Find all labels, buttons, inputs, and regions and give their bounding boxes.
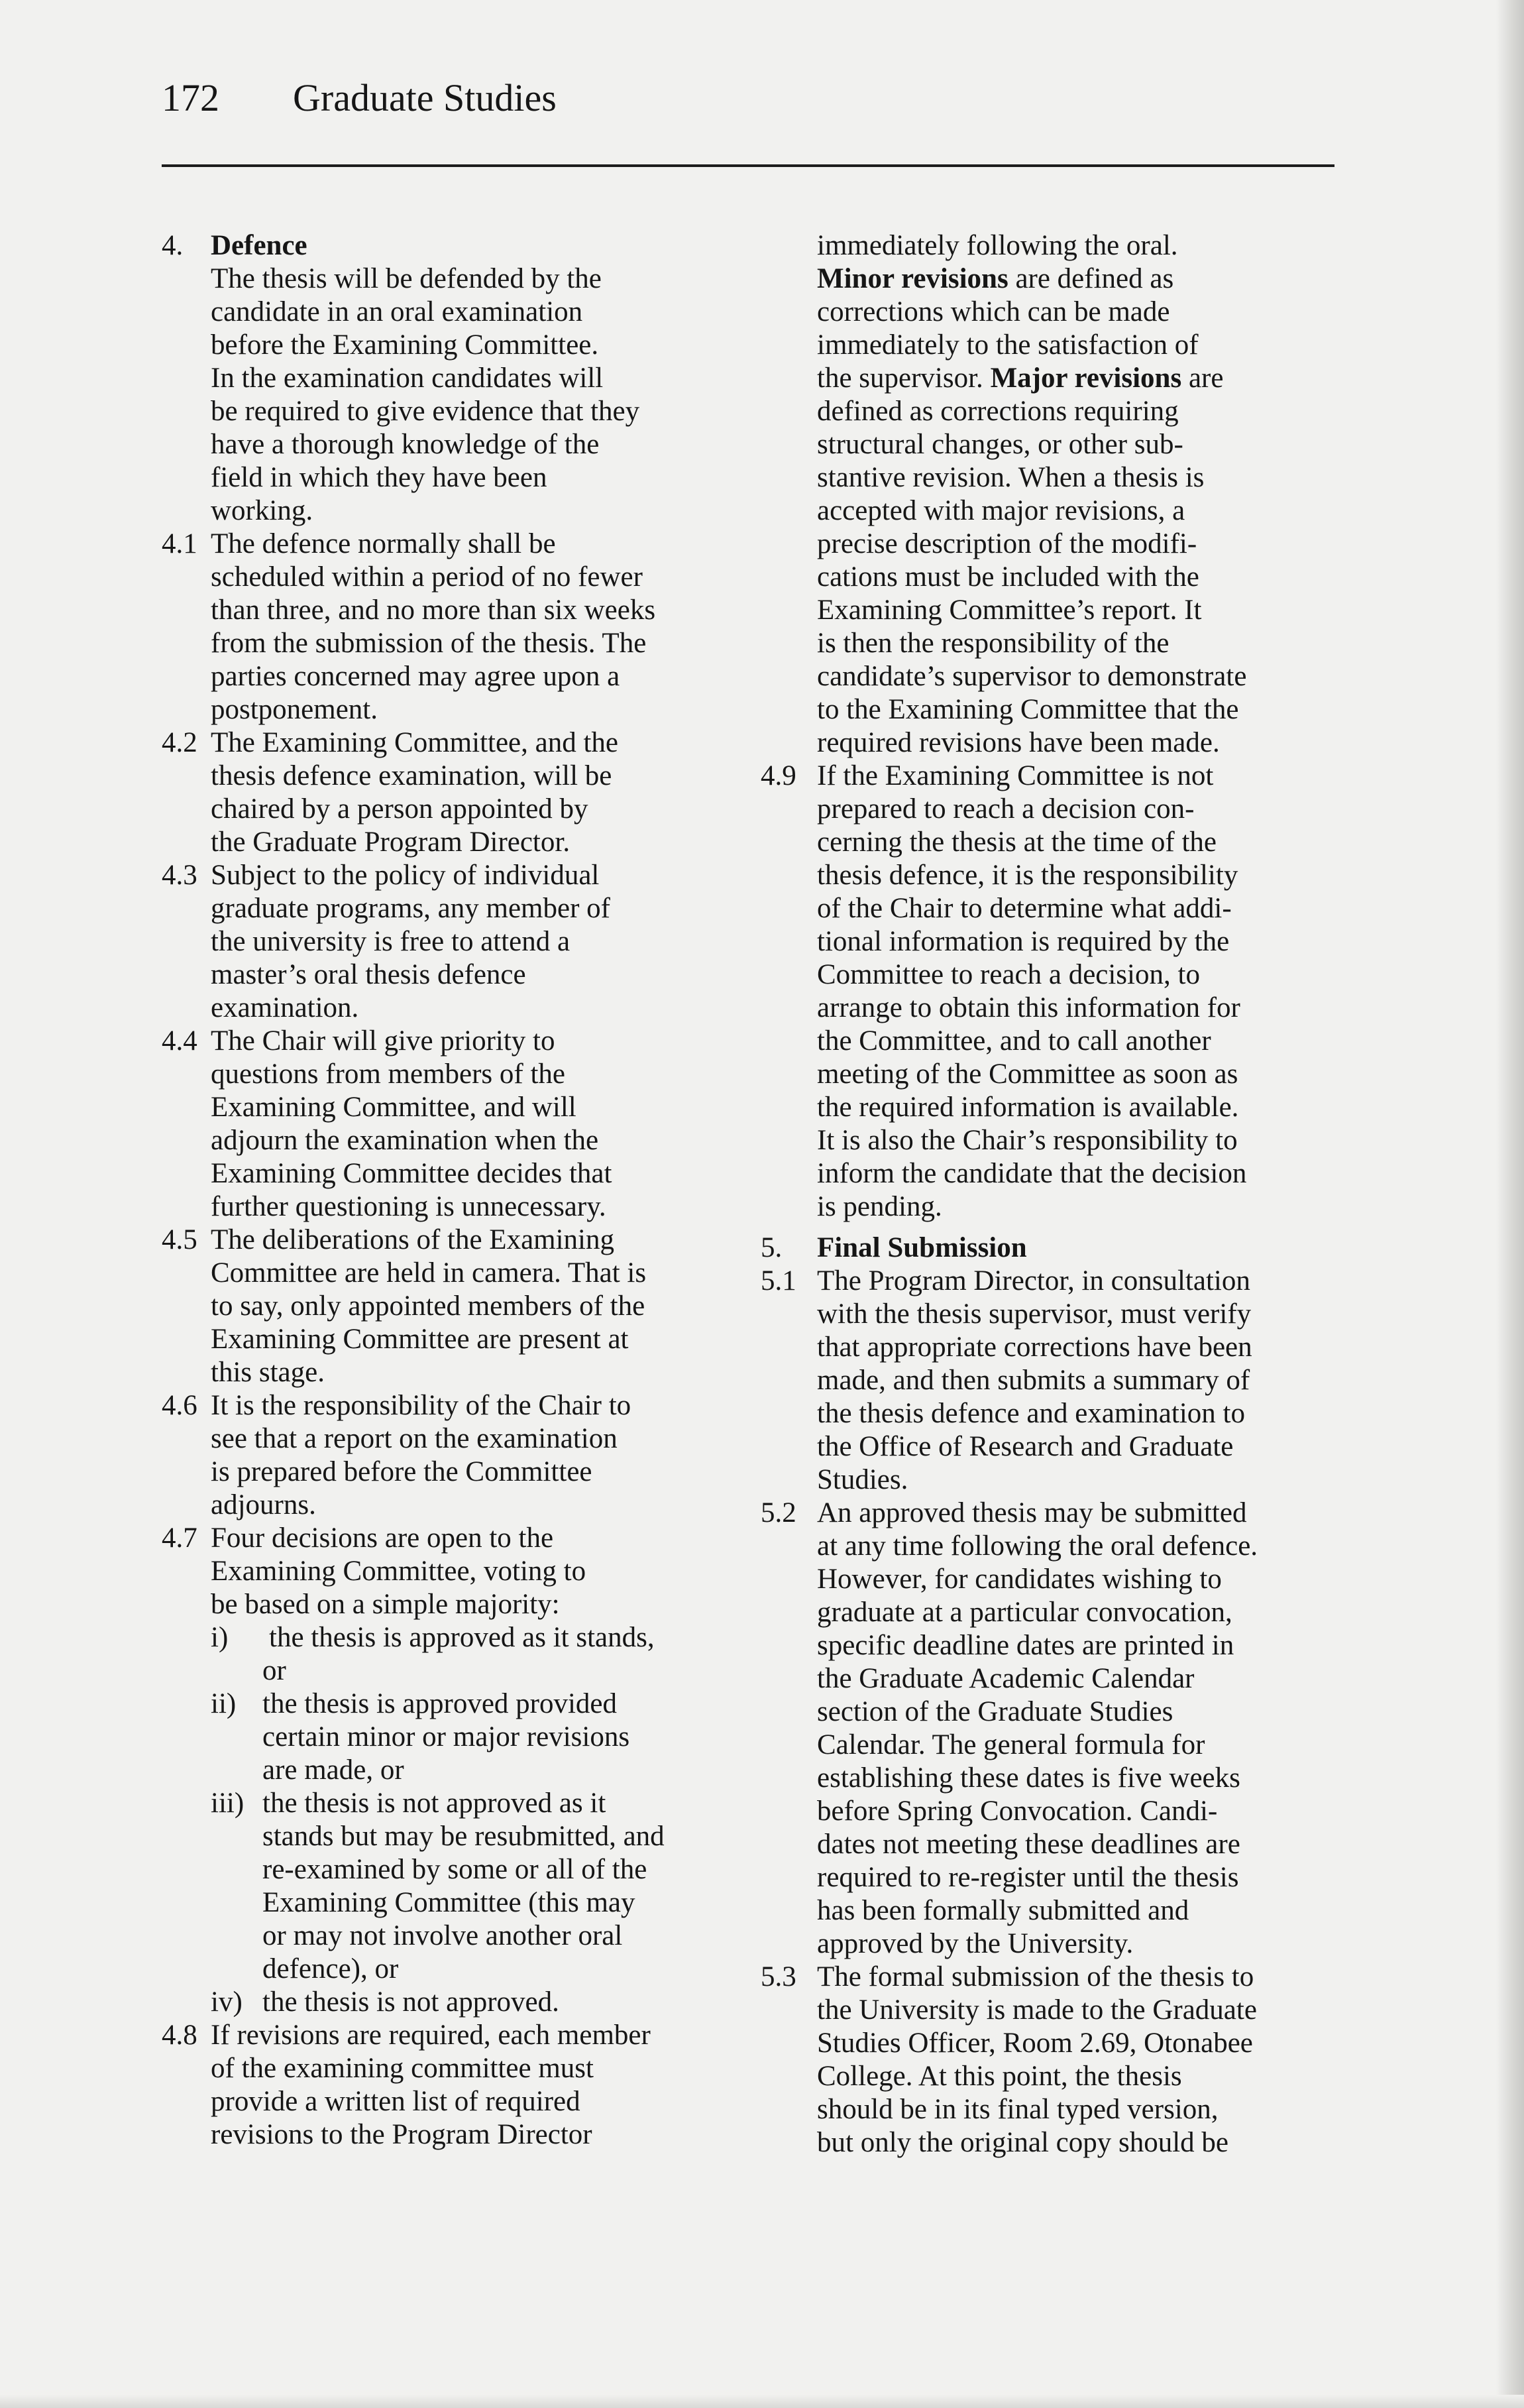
text-line: stantive revision. When a thesis is [817,462,1205,493]
text-line: structural changes, or other sub- [817,429,1183,460]
text-fragment: are [1181,363,1224,394]
text-line: The deliberations of the Examining [211,1224,614,1255]
term-minor-revisions: Minor revisions [817,263,1008,294]
text-line: chaired by a person appointed by [211,793,588,825]
section-number: 4.8 [162,2020,197,2051]
text-line [817,362,1337,395]
section-title: Graduate Studies [293,76,557,119]
section-4-6 [162,1389,732,1522]
text-line: Committee to reach a decision, to [817,959,1200,990]
text-line: Examining Committee are present at [211,1324,629,1355]
text-line: the University is made to the Graduate [817,1994,1257,2026]
section-number: 4.5 [162,1224,197,1255]
section-5-3 [761,1961,1337,2159]
text-line: meeting of the Committee as soon as [817,1059,1238,1090]
text-line: stands but may be resubmitted, and [262,1821,665,1852]
section-4-9 [761,760,1337,1224]
section-number: 4.7 [162,1522,197,1554]
text-line: Subject to the policy of individual [211,860,600,891]
text-line: College. At this point, the thesis [817,2061,1182,2092]
text-line: inform the candidate that the decision [817,1158,1247,1189]
page-bottom-shadow [0,2395,1524,2408]
decision-option-ii [211,1688,732,1787]
text-line: the university is free to attend a [211,926,571,957]
text-line: graduate at a particular convocation, [817,1597,1232,1628]
text-line: should be in its final typed version, [817,2094,1219,2125]
section-4-1 [162,528,732,726]
decision-option-iv [211,1986,732,2019]
section-number: 4.6 [162,1390,197,1421]
text-line: Studies. [817,1464,908,1495]
text-line: adjourns. [211,1489,316,1520]
text-line: cerning the thesis at the time of the [817,827,1217,858]
section-number: 4.3 [162,860,197,891]
text-line: immediately following the oral. [817,230,1178,261]
header-rule [162,164,1334,167]
text-line: has been formally submitted and [817,1895,1189,1926]
text-line: The Program Director, in consultation [817,1265,1250,1296]
text-line: defence), or [262,1953,399,1984]
text-line: Studies Officer, Room 2.69, Otonabee [817,2028,1253,2059]
section-4-3 [162,859,732,1025]
text-line: master’s oral thesis defence [211,959,526,990]
section-4-8 [162,2019,732,2151]
text-line: The Chair will give priority to [211,1025,555,1057]
text-line: candidate’s supervisor to demonstrate [817,661,1247,692]
text-line: see that a report on the examination [211,1423,618,1454]
text-line: with the thesis supervisor, must verify [817,1298,1252,1330]
text-line: Examining Committee decides that [211,1158,612,1189]
text-line: required to re-register until the thesis [817,1862,1239,1893]
section-number: 4. [162,230,184,261]
text-line: the thesis is approved provided [262,1688,618,1719]
text-line: at any time following the oral defence. [817,1530,1258,1562]
text-line: be required to give evidence that they [211,396,640,427]
section-number: 5.2 [761,1497,796,1528]
text-line: scheduled within a period of no fewer [211,561,643,593]
option-marker: ii) [211,1688,237,1719]
option-marker: i) [211,1622,229,1653]
section-number: 5. [761,1232,783,1263]
section-number: 5.1 [761,1265,796,1296]
section-4-2 [162,726,732,859]
text-line: However, for candidates wishing to [817,1564,1222,1595]
text-line: establishing these dates is five weeks [817,1762,1240,1794]
section-number: 4.4 [162,1025,197,1057]
section-5-1 [761,1265,1337,1497]
text-line: but only the original copy should be [817,2127,1229,2158]
text-line: The formal submission of the thesis to [817,1961,1254,1992]
text-line: specific deadline dates are printed in [817,1630,1234,1661]
spacer [761,1224,1337,1232]
text-line: graduate programs, any member of [211,893,610,924]
text-line: of the Chair to determine what addi- [817,893,1232,924]
text-line: postponement. [211,694,378,725]
text-line: If revisions are required, each member [211,2020,651,2051]
text-line: In the examination candidates will [211,363,604,394]
section-4-5 [162,1224,732,1389]
text-line: are made, or [262,1754,404,1786]
text-line: made, and then submits a summary of [817,1365,1250,1396]
section-4-4 [162,1025,732,1224]
text-line: be based on a simple majority: [211,1589,560,1620]
text-line: dates not meeting these deadlines are [817,1829,1240,1860]
text-line: of the examining committee must [211,2053,594,2084]
section-number: 5.3 [761,1961,796,1992]
text-line: working. [211,495,313,526]
text-line: candidate in an oral examination [211,296,583,327]
text-line: field in which they have been [211,462,547,493]
text-line: the Office of Research and Graduate [817,1431,1234,1462]
text-line: thesis defence examination, will be [211,760,612,791]
text-line: Examining Committee’s report. It [817,595,1202,626]
text-line: adjourn the examination when the [211,1125,599,1156]
text-line: the thesis is not approved. [262,1986,559,2018]
section-heading: Final Submission [817,1232,1027,1263]
text-line: tional information is required by the [817,926,1230,957]
section-4-8-continued [761,229,1337,760]
text-line: immediately to the satisfaction of [817,329,1199,361]
term-major-revisions: Major revisions [990,363,1182,394]
text-line: questions from members of the [211,1059,566,1090]
text-line: parties concerned may agree upon a [211,661,620,692]
text-line: arrange to obtain this information for [817,992,1240,1023]
text-line: Examining Committee, and will [211,1092,576,1123]
text-line: provide a written list of required [211,2086,580,2117]
text-line: the Committee, and to call another [817,1025,1211,1057]
text-line: Examining Committee (this may [262,1887,635,1918]
section-number: 4.2 [162,727,197,758]
text-line: cations must be included with the [817,561,1199,593]
section-heading: Defence [211,230,307,261]
text-line: than three, and no more than six weeks [211,595,656,626]
left-column [162,229,732,2151]
page-number: 172 [162,76,219,119]
text-line: have a thorough knowledge of the [211,429,600,460]
section-number: 4.9 [761,760,796,791]
text-line: Calendar. The general formula for [817,1729,1205,1760]
text-line: the required information is available. [817,1092,1239,1123]
decision-option-i [211,1621,732,1688]
option-marker: iv) [211,1986,243,2018]
text-line: is then the responsibility of the [817,628,1170,659]
text-line: If the Examining Committee is not [817,760,1214,791]
section-5 [761,1232,1337,1265]
page-edge-shadow [1496,0,1524,2408]
text-line: to say, only appointed members of the [211,1290,645,1322]
text-line: from the submission of the thesis. The [211,628,647,659]
text-line: is prepared before the Committee [211,1456,592,1487]
text-line: before Spring Convocation. Candi- [817,1796,1218,1827]
text-line: accepted with major revisions, a [817,495,1185,526]
text-line [817,262,1337,296]
text-line: Committee are held in camera. That is [211,1257,647,1289]
text-line: that appropriate corrections have been [817,1332,1252,1363]
text-line: is pending. [817,1191,942,1222]
text-line: section of the Graduate Studies [817,1696,1173,1727]
text-line: defined as corrections requiring [817,396,1179,427]
section-4-7 [162,1522,732,2019]
text-line: or [262,1655,286,1686]
text-line: prepared to reach a decision con- [817,793,1195,825]
text-fragment: are defined as [1008,263,1174,294]
text-fragment: the supervisor. [817,363,991,394]
right-column [761,229,1337,2159]
text-line: the thesis is approved as it stands, [269,1622,655,1653]
text-line: It is the responsibility of the Chair to [211,1390,631,1421]
text-line: examination. [211,992,359,1023]
text-line: further questioning is unnecessary. [211,1191,606,1222]
text-line: It is also the Chair’s responsibility to [817,1125,1238,1156]
text-line: certain minor or major revisions [262,1721,630,1752]
text-line: before the Examining Committee. [211,329,599,361]
text-line: The thesis will be defended by the [211,263,602,294]
text-line: this stage. [211,1357,325,1388]
text-line: required revisions have been made. [817,727,1220,758]
text-line: precise description of the modifi- [817,528,1197,559]
text-line: thesis defence, it is the responsibility [817,860,1238,891]
running-head [162,72,557,125]
text-line: revisions to the Program Director [211,2119,592,2150]
text-line: The defence normally shall be [211,528,556,559]
section-4 [162,229,732,528]
text-line: the thesis is not approved as it [262,1788,606,1819]
text-line: approved by the University. [817,1928,1134,1959]
option-marker: iii) [211,1788,245,1819]
decision-option-iii [211,1787,732,1986]
text-line: The Examining Committee, and the [211,727,618,758]
text-line: re-examined by some or all of the [262,1854,647,1885]
text-line: the thesis defence and examination to [817,1398,1245,1429]
text-line: corrections which can be made [817,296,1170,327]
section-5-2 [761,1497,1337,1961]
section-number: 4.1 [162,528,197,559]
text-line: An approved thesis may be submitted [817,1497,1247,1528]
text-line: or may not involve another oral [262,1920,623,1951]
text-line: the Graduate Academic Calendar [817,1663,1195,1694]
text-line: Examining Committee, voting to [211,1556,586,1587]
text-line: to the Examining Committee that the [817,694,1239,725]
text-line: the Graduate Program Director. [211,827,571,858]
text-line: Four decisions are open to the [211,1522,554,1554]
